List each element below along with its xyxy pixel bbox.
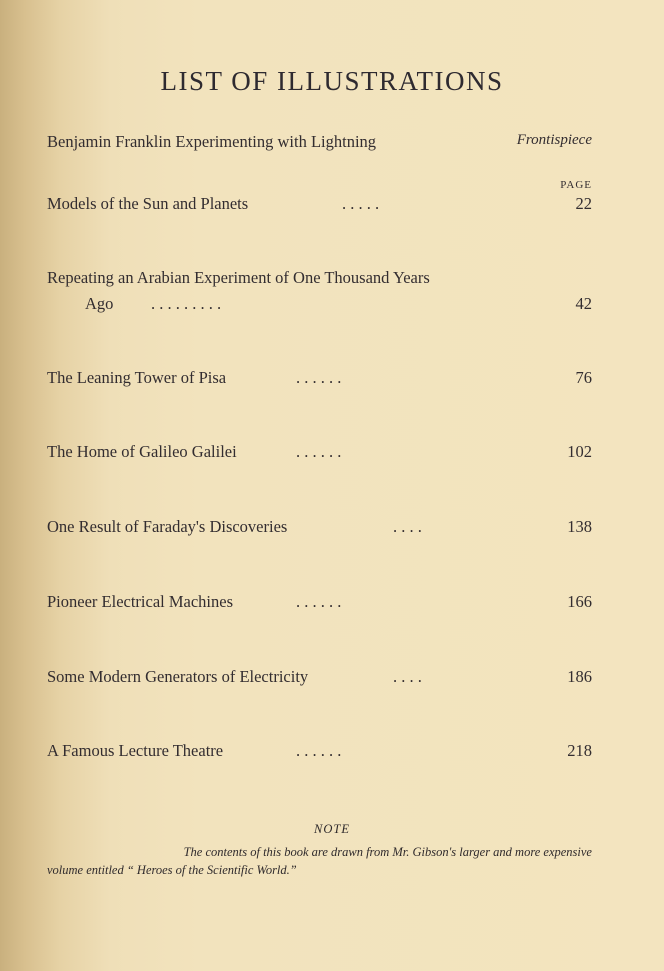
entry-label: Repeating an Arabian Experiment of One Thousand Years bbox=[47, 268, 430, 287]
entry-label: Models of the Sun and Planets bbox=[47, 194, 249, 213]
entry-page: Frontispiece bbox=[516, 132, 592, 148]
entry-page: 76 bbox=[575, 368, 592, 387]
note-line-2: volume entitled “ Heroes of the Scientific World.” bbox=[47, 863, 297, 877]
leader-dots: . . . . . . bbox=[296, 442, 342, 461]
note-heading: NOTE bbox=[314, 822, 350, 836]
leader-dots: . . . . . . bbox=[296, 592, 342, 611]
entry-page: 102 bbox=[567, 442, 592, 461]
leader-dots: . . . . bbox=[393, 667, 422, 686]
entry-label: The Home of Galileo Galilei bbox=[47, 442, 237, 461]
entry-label: The Leaning Tower of Pisa bbox=[47, 368, 227, 387]
entry-page: 22 bbox=[575, 194, 592, 213]
note-line-1: The contents of this book are drawn from Mr. Gibson's larger and more expensive bbox=[183, 845, 592, 859]
entry-page: 186 bbox=[567, 667, 592, 686]
entry-label: Some Modern Generators of Electricity bbox=[47, 667, 309, 686]
entry-label: Benjamin Franklin Experimenting with Lightning bbox=[47, 132, 377, 151]
leader-dots: . . . . . bbox=[342, 194, 380, 213]
entry-label: A Famous Lecture Theatre bbox=[47, 741, 224, 760]
entry-page: 138 bbox=[567, 517, 592, 536]
entry-label-continued: Ago bbox=[85, 294, 114, 313]
leader-dots: . . . . . . bbox=[296, 741, 342, 760]
page-title: LIST OF ILLUSTRATIONS bbox=[160, 66, 504, 96]
entry-label: Pioneer Electrical Machines bbox=[47, 592, 234, 611]
leader-dots: . . . . . . . . . bbox=[151, 294, 222, 313]
entry-label: One Result of Faraday's Discoveries bbox=[47, 517, 288, 536]
leader-dots: . . . . bbox=[393, 517, 422, 536]
leader-dots: . . . . . . bbox=[296, 368, 342, 387]
page-header-label: PAGE bbox=[560, 179, 592, 191]
entry-page: 166 bbox=[567, 592, 592, 611]
entry-page: 42 bbox=[575, 294, 592, 313]
entry-page: 218 bbox=[567, 741, 592, 760]
